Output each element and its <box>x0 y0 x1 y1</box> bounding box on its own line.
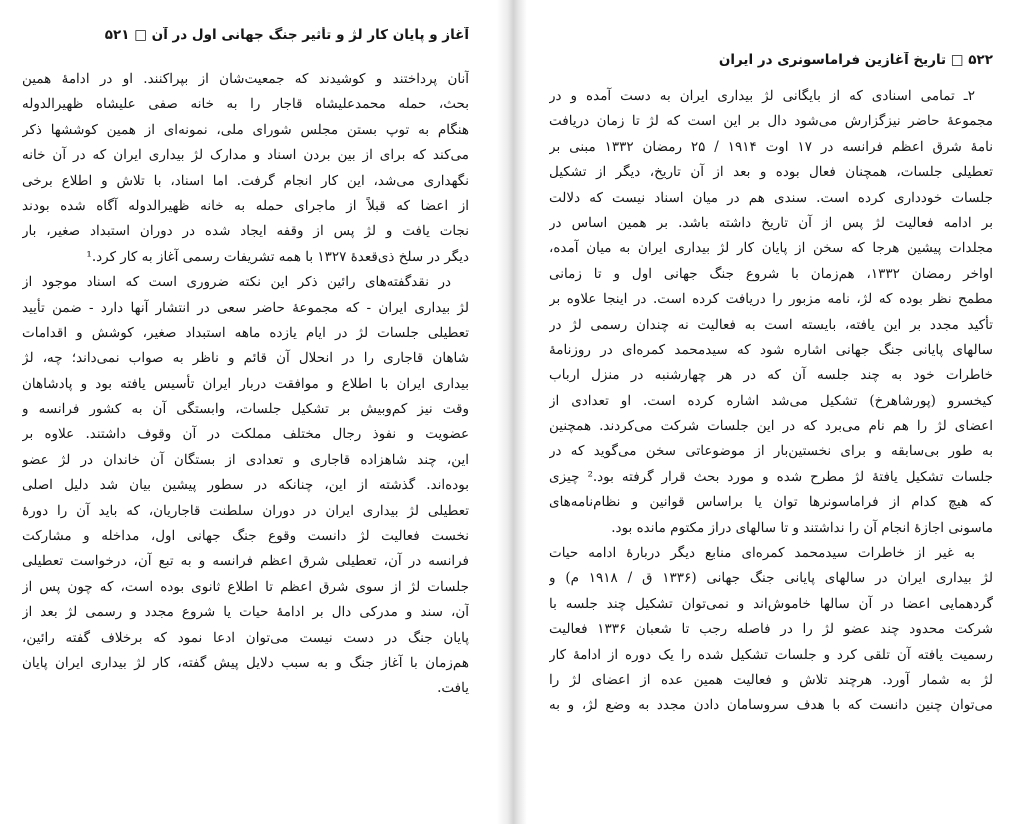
book-gutter <box>497 0 527 824</box>
text-line: عضویت و نفوذ رجال مختلف مملکت در آن وقوف داشتند. علاوه بر <box>22 426 469 443</box>
left-page-header: آغاز و پایان کار لژ و تأثیر جنگ جهانی اول در آن □ ۵۲۱ <box>104 27 469 43</box>
text-line: پایان جنگ در دست نیست می‌توان ادعا نمود که برخلاف گفته رائین، <box>22 629 469 646</box>
text-line: مجلدات پیشین هرجا که سخن از پایان کار لژ بیداری ایران به میان آمده، <box>549 240 993 257</box>
text-line: به غیر از خاطرات سیدمحمد کمره‌ای منابع دیگر دربارهٔ ادامه حیات <box>549 545 975 562</box>
text-line: شاهان قاجاری را در انحلال آن قائم و ناظر به صواب نمی‌داند؛ چه، لژ <box>22 350 469 367</box>
text-line: در نقدگفته‌های رائین ذکر این نکته ضروری است که اسناد موجود از <box>22 274 451 291</box>
text-line: از اعضا که قبلاً از ماجرای حمله به خانه ظهیرالدوله آگاه شده بودند <box>22 197 469 214</box>
text-line: نخست فعالیت لژ دانست وقوع جنگ جهانی اول، مداخله و مشارکت <box>22 528 469 545</box>
text-line: وقت نیز کم‌وبیش بر تشکیل جلسات، وابستگی آن به کشور فرانسه و <box>22 401 469 418</box>
text-line: لژ بیداری ایران - که مجموعهٔ حاضر سعی در انتشار آنها دارد - ضمن تأیید <box>22 299 469 316</box>
text-line: کیخسرو (پورشاهرخ) تشکیل می‌شد اشاره کرده است. او تعدادی از <box>549 392 993 409</box>
text-line: جلسات تشکیل یافتهٔ لژ مطرح شده و مورد بحث قرار گرفته بود.² چیزی <box>549 468 993 485</box>
text-line: جلسات لژ از سوی شرق اعظم تا اطلاع ثانوی بوده است، که چون پس از <box>22 578 469 595</box>
text-line: نگهداری می‌شد، این کار انجام گرفت. اما اسناد، با تلاش و اطلاع برخی <box>22 172 469 189</box>
text-line: بر ادامه فعالیت لژ پس از آن تاریخ داشته باشد. بر همین اساس در <box>549 214 993 231</box>
text-line: ۲ـ تمامی اسنادی که از بایگانی لژ بیداری ایران به دست آمده و در <box>549 88 975 104</box>
text-line: بحث، حمله محمدعلیشاه قاجار را به خانه صفی علیشاه ظهیرالدوله <box>22 96 469 113</box>
text-line: رسمیت یافته آن تلقی کرد و جلسات تشکیل شده را یک دوره از ادامهٔ کار <box>549 646 993 663</box>
text-line: هنگام به توپ بستن مجلس شورای ملی، نمونه‌ای از همین کوششها ذکر <box>22 121 469 138</box>
text-line: خاطرات خود به چند جلسه آن که در هر چهارشنبه در منزل ارباب <box>549 367 993 384</box>
text-line: که هیچ کدام از فراماسونرها توان یا براساس قوانین و نظام‌نامه‌های <box>549 494 993 511</box>
right-page <box>527 0 1035 824</box>
text-line: نجات یافت و لژ پس از وقفه ایجاد شده در دوران استبداد صغیر، بار <box>22 223 469 240</box>
text-line: این، چند شاهزاده قاجاری و تعدادی از بستگان آن خاندان در لژ عضو <box>22 451 469 468</box>
text-line: می‌کند که برای از بین بردن اسناد و مدارک لژ بیداری ایران که در آن خانه <box>22 147 469 164</box>
text-line: هم‌زمان با آغاز جنگ و به سبب دلایل پیش گفته، کار لژ بیداری ایران پایان <box>22 654 469 671</box>
text-line: سالهای پایانی جنگ جهانی اشاره شود که سیدمحمد کمره‌ای در روزنامهٔ <box>549 341 993 358</box>
text-line: بوده‌اند. گذشته از این، چنانکه در سطور پیشین بیان شد دلیل اصلی <box>22 477 469 494</box>
text-line: اواخر رمضان ۱۳۳۲، هم‌زمان با شروع جنگ جهانی اول و تا زمانی <box>549 265 993 282</box>
text-line: تأکید مجدد بر این یافته، بایسته است به فعالیت نه چندان رسمی لژ در <box>549 316 993 333</box>
text-line: دیگر در سلخ ذی‌قعدهٔ ۱۳۲۷ با همه تشریفات رسمی آغاز به کار کرد.¹ <box>86 248 469 265</box>
text-line: جلسات خودداری کرده است. سندی هم در میان اسناد نیست که دلالت <box>549 189 993 206</box>
text-line: یافت. <box>437 680 469 697</box>
text-line: مطمح نظر بوده که لژ، نامه مزبور را دریافت کرده است. در اینجا علاوه بر <box>549 291 993 308</box>
text-line: بیداری ایران با اطلاع و موافقت دربار ایران تأسیس یافته بود و پادشاهان <box>22 375 469 392</box>
text-line: می‌توان چنین دانست که با هدف سروسامان دادن مجدد به وضع لژ، و به <box>549 697 993 714</box>
text-line: شرکت محدود چند عضو لژ را در فاصله رجب تا شعبان ۱۳۳۶ فعالیت <box>549 621 993 638</box>
text-line: آن، سند و مدرکی دال بر ادامهٔ حیات یا شروع مجدد و رسمی لژ بعد از <box>22 604 469 621</box>
text-line: تعطیلی جلسات، همچنان فعال بوده و بعد از آن تاریخ، دیگر از تشکیل <box>549 164 993 181</box>
right-page-header: ۵۲۲ □ تاریخ آغازین فراماسونری در ایران <box>718 52 993 68</box>
text-line: آنان پرداختند و کوشیدند که جمعیت‌شان از بپراکنند. او در ادامهٔ همین <box>22 71 469 87</box>
left-page-body <box>22 67 469 702</box>
text-line: تعطیلی جلسات لژ در ایام یازده ماهه استبداد صغیر، کوشش و اقدامات <box>22 324 469 341</box>
text-line: ماسونی اجازهٔ انجام آن را نداشتند و تا سالهای دراز مکتوم مانده بود. <box>611 519 993 536</box>
right-page-body <box>549 84 993 719</box>
text-line: مجموعهٔ حاضر نیزگزارش می‌شود دال بر این است که لژ تا زمان دریافت <box>549 113 993 130</box>
text-line: تعطیلی لژ بیداری ایران در دوران سلطنت قاجاریان، که باید آن را دورهٔ <box>22 502 469 519</box>
text-line: گردهمایی اعضا در آن سالها خاموش‌اند و نمی‌توان تشکیل چند جلسه با <box>549 595 993 612</box>
text-line: لژ به شمار آورد. هرچند تلاش و فعالیت همین عده از اعضای لژ را <box>549 671 993 688</box>
text-line: به طور بی‌سابقه و برای نخستین‌بار از موضوعاتی سخن می‌گوید که در <box>549 443 993 460</box>
text-line: نامهٔ شرق اعظم فرانسه در ۱۷ اوت ۱۹۱۴ / ۲۵ رمضان ۱۳۳۲ مبنی بر <box>549 138 993 155</box>
text-line: لژ بیداری ایران در سالهای پایانی جنگ جهانی (۱۳۳۶ ق / ۱۹۱۸ م) و <box>549 570 993 587</box>
text-line: فرانسه در آن، تعطیلی شرق اعظم فرانسه و به تبع آن، درخواست تعطیلی <box>22 553 469 570</box>
left-page <box>0 0 497 824</box>
text-line: اعضای لژ را هم نام می‌برد که در این جلسات شرکت می‌کردند. همچنین <box>549 418 993 435</box>
